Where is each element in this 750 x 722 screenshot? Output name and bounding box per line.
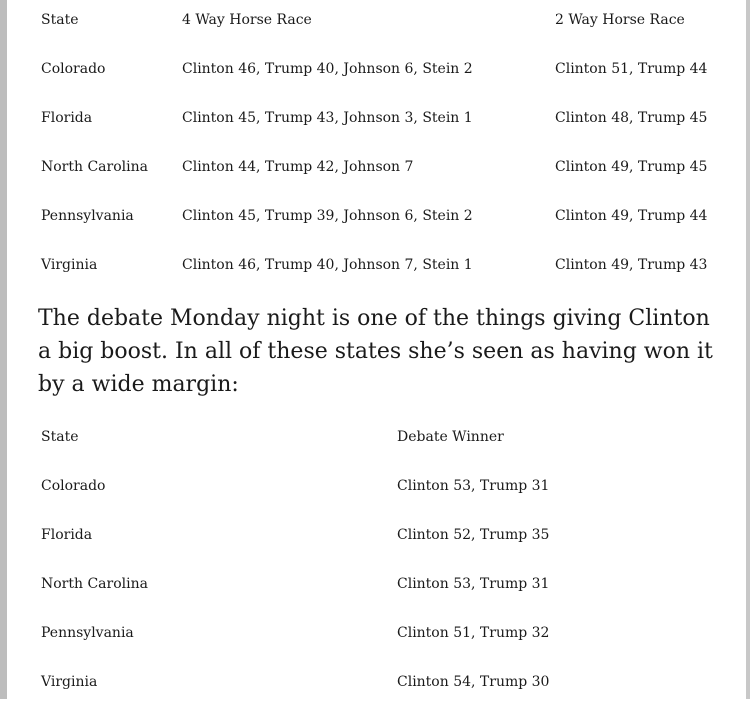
body-paragraph: The debate Monday night is one of the things giving Clinton a big boost. In all of these states she’s seen as having won it by a wide margin: [38, 306, 713, 397]
two-way-cell: Clinton 49, Trump 44 [555, 208, 708, 224]
debate-winner-cell: Clinton 54, Trump 30 [397, 674, 550, 690]
page-right-edge [746, 0, 750, 699]
four-way-cell: Clinton 45, Trump 39, Johnson 6, Stein 2 [182, 208, 473, 224]
state-cell: Colorado [41, 61, 106, 77]
two-way-cell: Clinton 49, Trump 43 [555, 257, 708, 273]
state-cell: Virginia [41, 257, 98, 273]
two-way-cell: Clinton 51, Trump 44 [555, 61, 708, 77]
state-cell: Pennsylvania [41, 208, 134, 224]
header-2-way: 2 Way Horse Race [555, 12, 685, 28]
state-cell: North Carolina [41, 159, 148, 175]
header-debate-winner: Debate Winner [397, 429, 504, 445]
two-way-cell: Clinton 49, Trump 45 [555, 159, 708, 175]
two-way-cell: Clinton 48, Trump 45 [555, 110, 708, 126]
page-left-edge [0, 0, 7, 699]
header-4-way: 4 Way Horse Race [182, 12, 312, 28]
state-cell: Florida [41, 110, 93, 126]
debate-winner-cell: Clinton 51, Trump 32 [397, 625, 550, 641]
state-cell: Pennsylvania [41, 625, 134, 641]
header-state: State [41, 12, 79, 28]
four-way-cell: Clinton 46, Trump 40, Johnson 7, Stein 1 [182, 257, 473, 273]
state-cell: Virginia [41, 674, 98, 690]
debate-winner-cell: Clinton 52, Trump 35 [397, 527, 550, 543]
four-way-cell: Clinton 45, Trump 43, Johnson 3, Stein 1 [182, 110, 473, 126]
state-cell: Colorado [41, 478, 106, 494]
four-way-cell: Clinton 46, Trump 40, Johnson 6, Stein 2 [182, 61, 473, 77]
state-cell: North Carolina [41, 576, 148, 592]
state-cell: Florida [41, 527, 93, 543]
debate-winner-cell: Clinton 53, Trump 31 [397, 576, 550, 592]
header-state: State [41, 429, 79, 445]
debate-winner-cell: Clinton 53, Trump 31 [397, 478, 550, 494]
four-way-cell: Clinton 44, Trump 42, Johnson 7 [182, 159, 414, 175]
